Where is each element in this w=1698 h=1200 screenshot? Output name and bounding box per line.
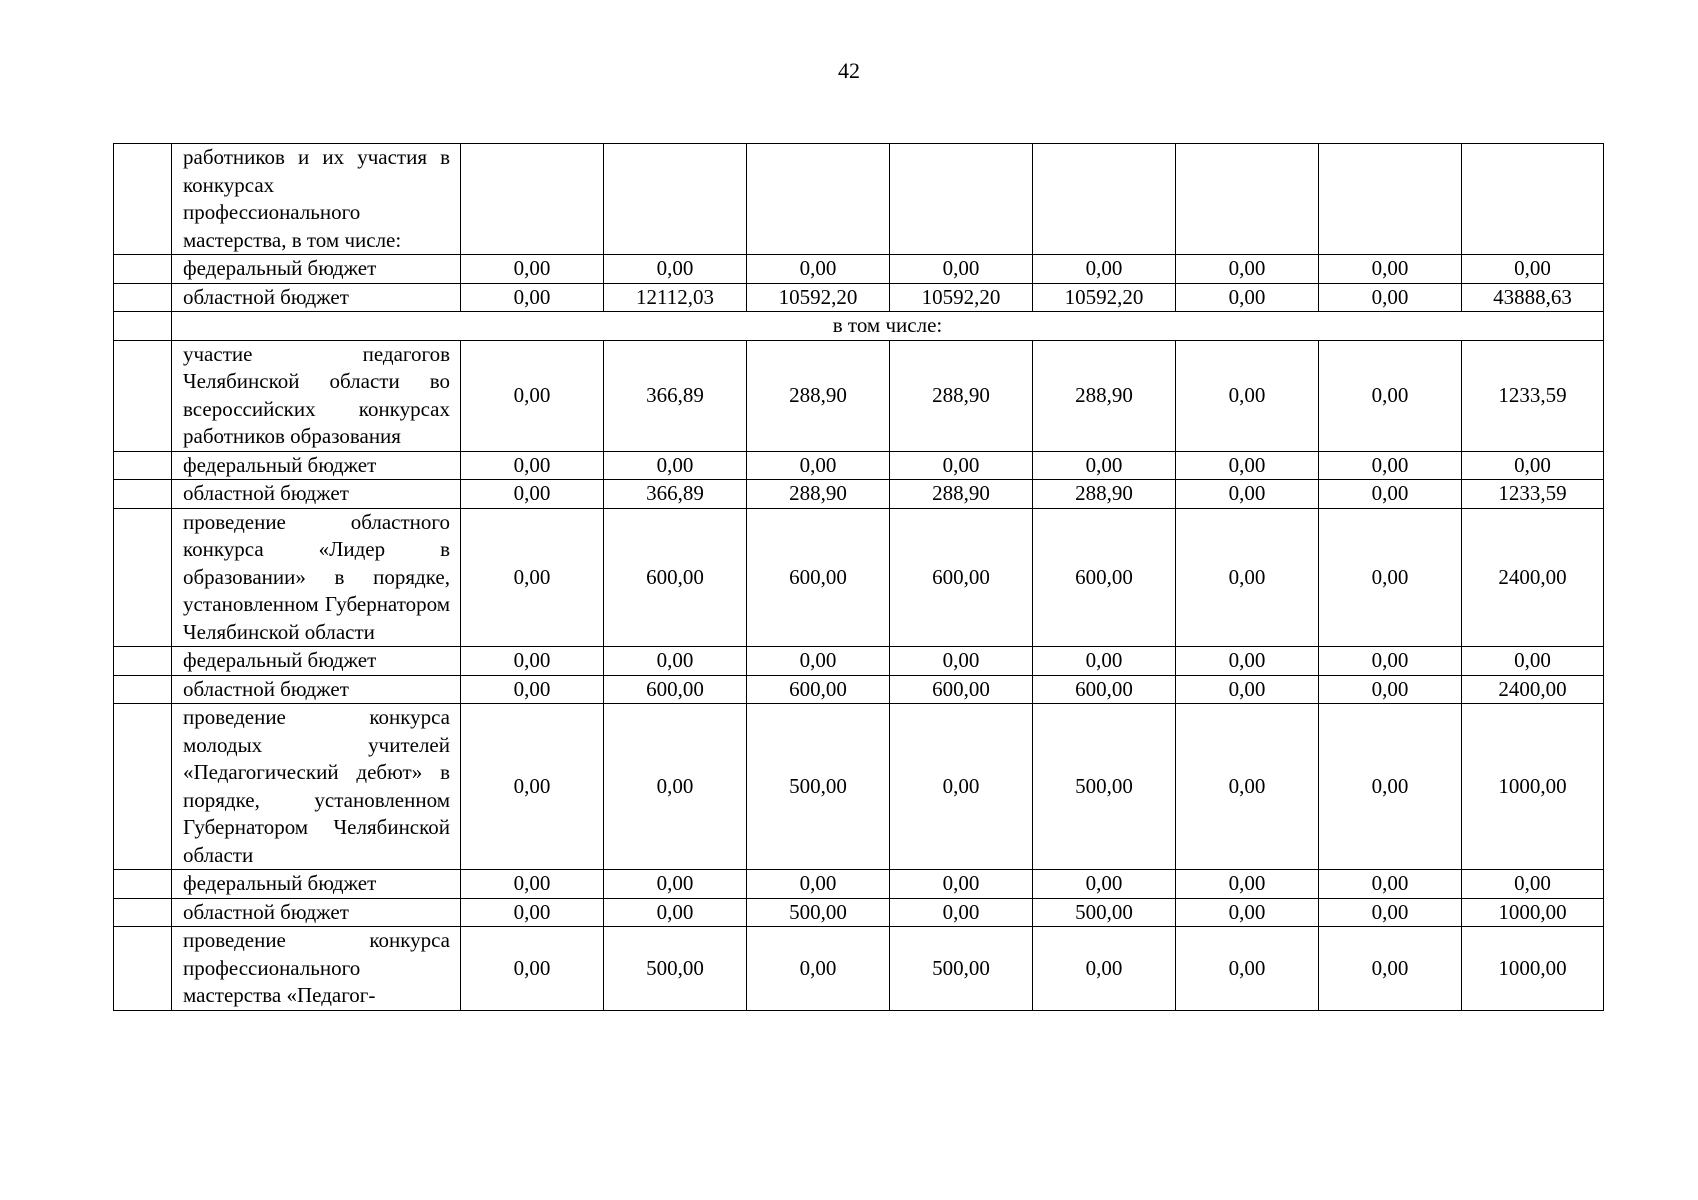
value-cell: 288,90 <box>747 480 890 509</box>
value-cell: 0,00 <box>747 647 890 676</box>
value-cell: 0,00 <box>1319 675 1462 704</box>
value-cell: 0,00 <box>890 255 1033 284</box>
value-cell: 0,00 <box>890 870 1033 899</box>
value-cell: 0,00 <box>604 704 747 870</box>
value-cell: 0,00 <box>461 340 604 451</box>
row-description: работников и их участия в конкурсах профессионального мастерства, в том числе: <box>172 144 461 255</box>
value-cell: 0,00 <box>890 451 1033 480</box>
row-description: областной бюджет <box>172 898 461 927</box>
value-cell: 500,00 <box>890 927 1033 1011</box>
value-cell: 0,00 <box>1319 340 1462 451</box>
row-number-cell <box>114 283 172 312</box>
value-cell: 0,00 <box>604 647 747 676</box>
value-cell: 1233,59 <box>1462 340 1604 451</box>
value-cell: 0,00 <box>1319 508 1462 647</box>
table-row <box>114 451 1604 480</box>
value-cell: 500,00 <box>747 898 890 927</box>
value-cell: 0,00 <box>461 508 604 647</box>
table-row <box>114 647 1604 676</box>
value-cell <box>1033 144 1176 255</box>
value-cell: 600,00 <box>747 508 890 647</box>
value-cell: 12112,03 <box>604 283 747 312</box>
value-cell: 43888,63 <box>1462 283 1604 312</box>
row-number-cell <box>114 647 172 676</box>
row-description: федеральный бюджет <box>172 870 461 899</box>
value-cell: 0,00 <box>1319 283 1462 312</box>
table-row <box>114 870 1604 899</box>
value-cell: 0,00 <box>1176 675 1319 704</box>
value-cell <box>1319 144 1462 255</box>
value-cell: 0,00 <box>1033 927 1176 1011</box>
row-number-cell <box>114 480 172 509</box>
value-cell: 0,00 <box>461 704 604 870</box>
value-cell: 288,90 <box>747 340 890 451</box>
value-cell: 288,90 <box>890 480 1033 509</box>
table-row <box>114 480 1604 509</box>
row-number-cell <box>114 508 172 647</box>
row-description: областной бюджет <box>172 675 461 704</box>
value-cell: 600,00 <box>604 675 747 704</box>
row-description: федеральный бюджет <box>172 451 461 480</box>
value-cell: 500,00 <box>604 927 747 1011</box>
row-number-cell <box>114 340 172 451</box>
value-cell: 0,00 <box>1176 480 1319 509</box>
value-cell: 0,00 <box>1319 927 1462 1011</box>
table-row <box>114 675 1604 704</box>
value-cell: 0,00 <box>461 480 604 509</box>
value-cell: 0,00 <box>1176 508 1319 647</box>
table-row <box>114 927 1604 1011</box>
value-cell: 0,00 <box>461 870 604 899</box>
value-cell: 600,00 <box>890 675 1033 704</box>
row-number-cell <box>114 451 172 480</box>
value-cell: 500,00 <box>1033 898 1176 927</box>
value-cell: 2400,00 <box>1462 675 1604 704</box>
value-cell: 366,89 <box>604 340 747 451</box>
value-cell: 366,89 <box>604 480 747 509</box>
row-description: областной бюджет <box>172 283 461 312</box>
row-description: федеральный бюджет <box>172 647 461 676</box>
value-cell: 1000,00 <box>1462 704 1604 870</box>
row-number-cell <box>114 675 172 704</box>
row-number-cell <box>114 870 172 899</box>
budget-table <box>113 143 1604 1011</box>
table-row <box>114 898 1604 927</box>
value-cell: 500,00 <box>1033 704 1176 870</box>
value-cell: 0,00 <box>1033 647 1176 676</box>
value-cell: 288,90 <box>1033 340 1176 451</box>
value-cell: 0,00 <box>1176 647 1319 676</box>
page-number: 42 <box>838 58 860 83</box>
value-cell: 0,00 <box>1319 870 1462 899</box>
value-cell: 0,00 <box>1176 898 1319 927</box>
value-cell: 600,00 <box>747 675 890 704</box>
value-cell: 0,00 <box>1176 283 1319 312</box>
value-cell: 1000,00 <box>1462 927 1604 1011</box>
value-cell: 0,00 <box>1033 870 1176 899</box>
value-cell <box>890 144 1033 255</box>
value-cell: 0,00 <box>604 870 747 899</box>
value-cell: 0,00 <box>461 283 604 312</box>
row-number-cell <box>114 898 172 927</box>
value-cell: 288,90 <box>1033 480 1176 509</box>
value-cell: 0,00 <box>747 927 890 1011</box>
value-cell: 0,00 <box>747 255 890 284</box>
value-cell <box>461 144 604 255</box>
value-cell: 10592,20 <box>890 283 1033 312</box>
value-cell <box>1176 144 1319 255</box>
row-description: федеральный бюджет <box>172 255 461 284</box>
value-cell: 0,00 <box>461 675 604 704</box>
value-cell: 0,00 <box>604 898 747 927</box>
row-number-cell <box>114 144 172 255</box>
value-cell: 0,00 <box>1462 870 1604 899</box>
value-cell: 0,00 <box>461 898 604 927</box>
value-cell <box>747 144 890 255</box>
value-cell: 0,00 <box>1176 255 1319 284</box>
value-cell: 0,00 <box>890 898 1033 927</box>
value-cell: 600,00 <box>1033 675 1176 704</box>
value-cell: 600,00 <box>1033 508 1176 647</box>
value-cell: 0,00 <box>890 704 1033 870</box>
value-cell: 600,00 <box>604 508 747 647</box>
value-cell: 0,00 <box>1319 704 1462 870</box>
table-row <box>114 340 1604 451</box>
row-description: участие педагогов Челябинской области во всероссийских конкурсах работников образования <box>172 340 461 451</box>
value-cell <box>1462 144 1604 255</box>
value-cell: 0,00 <box>461 647 604 676</box>
value-cell: 10592,20 <box>747 283 890 312</box>
value-cell: 0,00 <box>461 255 604 284</box>
table-row <box>114 144 1604 255</box>
value-cell: 0,00 <box>1176 451 1319 480</box>
table-row <box>114 255 1604 284</box>
table-row <box>114 312 1604 341</box>
row-description: областной бюджет <box>172 480 461 509</box>
value-cell: 0,00 <box>1319 451 1462 480</box>
value-cell <box>604 144 747 255</box>
value-cell: 0,00 <box>461 451 604 480</box>
value-cell: 0,00 <box>1176 340 1319 451</box>
value-cell: 0,00 <box>1319 480 1462 509</box>
value-cell: 500,00 <box>747 704 890 870</box>
section-subheading: в том числе: <box>172 312 1604 341</box>
value-cell: 0,00 <box>1462 255 1604 284</box>
row-description: проведение конкурса профессионального мастерства «Педагог- <box>172 927 461 1011</box>
value-cell: 0,00 <box>747 451 890 480</box>
table-row <box>114 508 1604 647</box>
table-row <box>114 704 1604 870</box>
value-cell: 0,00 <box>1033 255 1176 284</box>
value-cell: 0,00 <box>1176 927 1319 1011</box>
value-cell: 0,00 <box>890 647 1033 676</box>
value-cell: 10592,20 <box>1033 283 1176 312</box>
value-cell: 0,00 <box>1319 647 1462 676</box>
value-cell: 0,00 <box>1033 451 1176 480</box>
value-cell: 1233,59 <box>1462 480 1604 509</box>
value-cell: 1000,00 <box>1462 898 1604 927</box>
row-number-cell <box>114 255 172 284</box>
value-cell: 600,00 <box>890 508 1033 647</box>
value-cell: 0,00 <box>1462 451 1604 480</box>
value-cell: 0,00 <box>604 451 747 480</box>
value-cell: 0,00 <box>604 255 747 284</box>
row-description: проведение конкурса молодых учителей «Педагогический дебют» в порядке, установленном Губернатором Челябинской области <box>172 704 461 870</box>
value-cell: 288,90 <box>890 340 1033 451</box>
value-cell: 0,00 <box>1319 255 1462 284</box>
row-number-cell <box>114 927 172 1011</box>
value-cell: 0,00 <box>461 927 604 1011</box>
row-number-cell <box>114 312 172 341</box>
row-number-cell <box>114 704 172 870</box>
value-cell: 0,00 <box>747 870 890 899</box>
value-cell: 2400,00 <box>1462 508 1604 647</box>
value-cell: 0,00 <box>1462 647 1604 676</box>
table-row <box>114 283 1604 312</box>
value-cell: 0,00 <box>1319 898 1462 927</box>
row-description: проведение областного конкурса «Лидер в образовании» в порядке, установленном Губернатором Челябинской области <box>172 508 461 647</box>
value-cell: 0,00 <box>1176 870 1319 899</box>
value-cell: 0,00 <box>1176 704 1319 870</box>
